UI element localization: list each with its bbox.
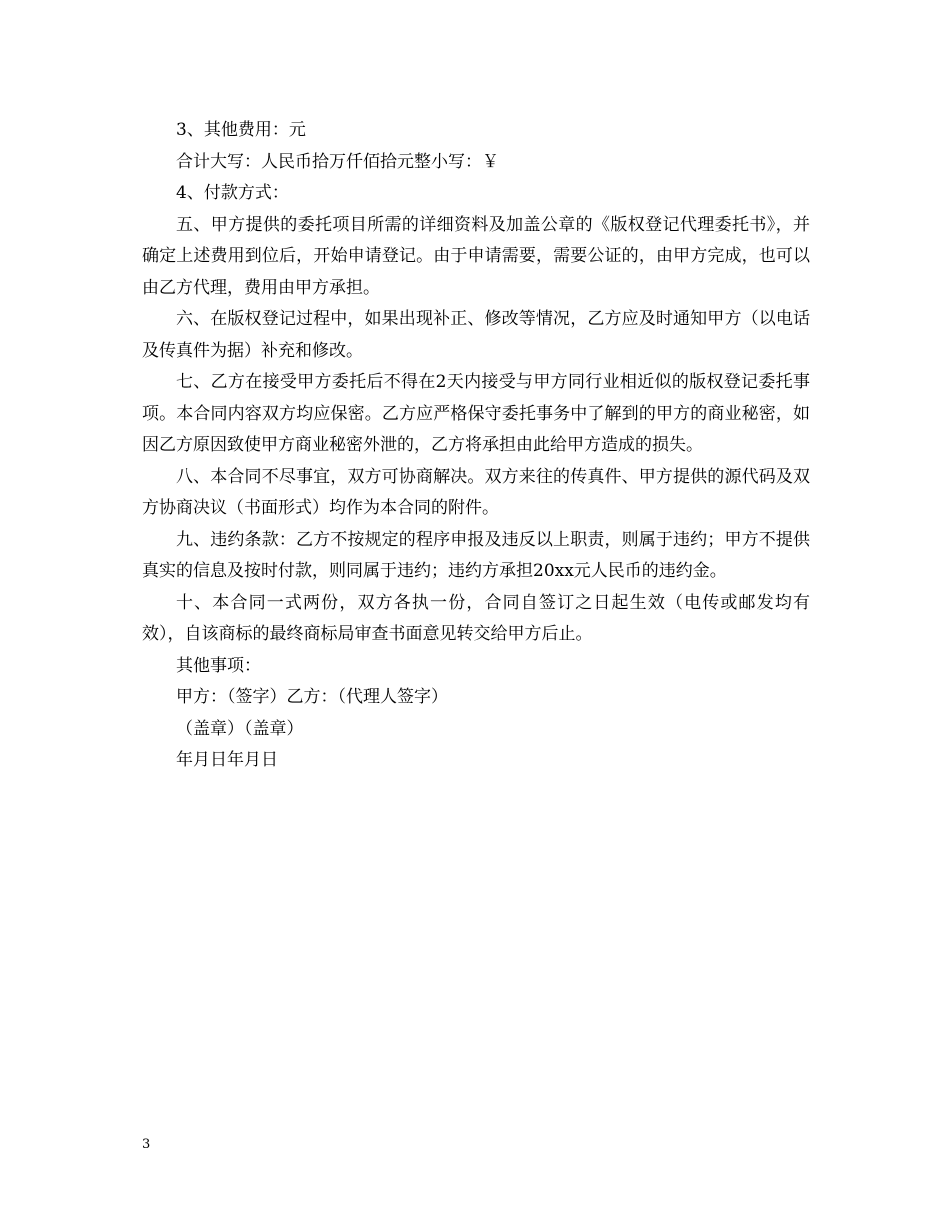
paragraph-payment-method: 4、付款方式：	[176, 183, 289, 203]
paragraph-clause-10: 十、本合同一式两份，双方各执一份，合同自签订之日起生效（电传或邮发均有效），自该商标的最终商标局审查书面意见转交给甲方后止。	[142, 592, 810, 644]
paragraph-clause-6: 六、在版权登记过程中，如果出现补正、修改等情况，乙方应及时通知甲方（以电话及传真件为据）补充和修改。	[142, 309, 810, 361]
paragraph-clause-9: 九、违约条款：乙方不按规定的程序申报及违反以上职责，则属于违约；甲方不提供真实的信息及按时付款，则同属于违约；违约方承担20xx元人民币的违约金。	[142, 529, 810, 581]
paragraph-other-matters: 其他事项：	[176, 655, 261, 676]
paragraph-clause-7: 七、乙方在接受甲方委托后不得在2天内接受与甲方同行业相近似的版权登记委托事项。本合同内容双方均应保密。乙方应严格保守委托事务中了解到的甲方的商业秘密，如因乙方原因致使甲方商业秘密外泄的，乙方将承担由此给甲方造成的损失。	[142, 372, 810, 455]
date-line: 年月日年月日	[176, 750, 278, 770]
document-body	[142, 115, 810, 777]
paragraph-clause-5: 五、甲方提供的委托项目所需的详细资料及加盖公章的《版权登记代理委托书》，并确定上述费用到位后，开始申请登记。由于申请需要，需要公证的，由甲方完成，也可以由乙方代理，费用由甲方承担。	[142, 214, 810, 298]
page-number: 3	[142, 1137, 151, 1152]
paragraph-other-fees: 3、其他费用：元	[176, 120, 306, 140]
paragraph-total-amount: 合计大写：人民币拾万仟佰拾元整小写：￥	[176, 151, 499, 172]
seal-line: （盖章）（盖章）	[176, 718, 304, 739]
paragraph-clause-8: 八、本合同不尽事宜，双方可协商解决。双方来往的传真件、甲方提供的源代码及双方协商决议（书面形式）均作为本合同的附件。	[142, 466, 810, 518]
signature-line: 甲方：（签字）乙方：（代理人签字）	[176, 687, 448, 707]
